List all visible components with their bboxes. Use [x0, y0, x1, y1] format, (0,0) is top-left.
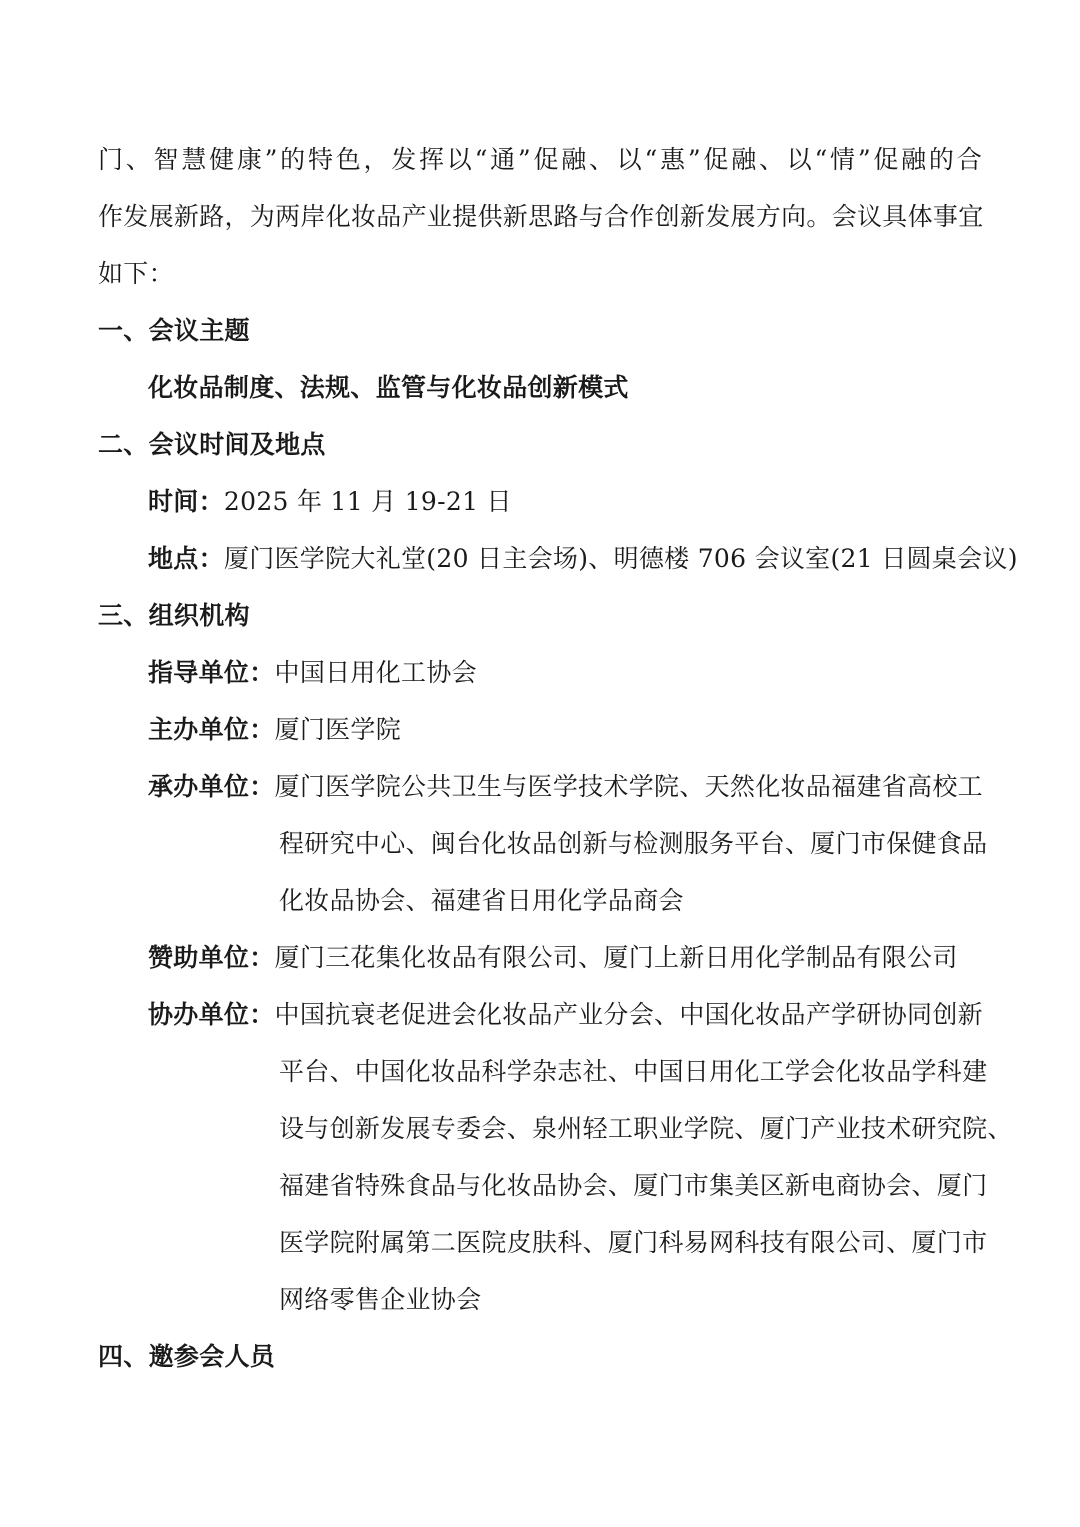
- place-value: 厦门医学院大礼堂(20 日主会场)、明德楼 706 会议室(21 日圆桌会议): [223, 544, 1018, 573]
- assist-line: 设与创新发展专委会、泉州轻工职业学院、厦门产业技术研究院、: [279, 1114, 1013, 1143]
- section-heading-theme: 一、会议主题: [98, 316, 250, 345]
- intro-line: 作发展新路，为两岸化妆品产业提供新思路与合作创新发展方向。会议具体事宜: [98, 202, 984, 231]
- intro-paragraph: [98, 131, 982, 302]
- guide-value: 中国日用化工协会: [274, 658, 477, 687]
- undertake-row: [98, 758, 982, 815]
- guide-row: [98, 644, 982, 701]
- section-heading-time-place: 二、会议时间及地点: [98, 430, 326, 459]
- assist-line: 平台、中国化妆品科学杂志社、中国日用化工学会化妆品学科建: [279, 1057, 988, 1086]
- section-heading-organization: 三、组织机构: [98, 601, 250, 630]
- undertake-line: 化妆品协会、福建省日用化学品商会: [279, 886, 684, 915]
- undertake-block: [98, 758, 988, 929]
- place-label: 地点：: [148, 544, 224, 573]
- host-value: 厦门医学院: [274, 715, 402, 744]
- undertake-line: 程研究中心、闽台化妆品创新与检测服务平台、厦门市保健食品: [279, 829, 988, 858]
- sponsor-label: 赞助单位：: [148, 943, 275, 972]
- sponsor-value: 厦门三花集化妆品有限公司、厦门上新日用化学制品有限公司: [274, 943, 958, 972]
- assist-line: 医学院附属第二医院皮肤科、厦门科易网科技有限公司、厦门市: [279, 1228, 988, 1257]
- undertake-line: 厦门医学院公共卫生与医学技术学院、天然化妆品福建省高校工: [274, 772, 983, 801]
- host-row: [98, 701, 982, 758]
- time-label: 时间：: [148, 487, 224, 516]
- sponsor-row: [98, 929, 982, 986]
- assist-block: [98, 986, 1013, 1328]
- guide-label: 指导单位：: [148, 658, 275, 687]
- assist-line: 福建省特殊食品与化妆品协会、厦门市集美区新电商协会、厦门: [279, 1171, 988, 1200]
- assist-label: 协办单位：: [148, 1000, 275, 1029]
- section-heading-attendees: 四、邀参会人员: [98, 1342, 276, 1371]
- assist-row: [98, 986, 982, 1043]
- time-value: 2025 年 11 月 19-21 日: [223, 487, 512, 516]
- intro-line: 如下：: [98, 259, 174, 288]
- time-row: [98, 473, 982, 530]
- intro-line: 门、智慧健康”的特色，发挥以“通”促融、以“惠”促融、以“情”促融的合: [98, 145, 982, 174]
- theme-content: 化妆品制度、法规、监管与化妆品创新模式: [148, 373, 629, 402]
- assist-line: 中国抗衰老促进会化妆品产业分会、中国化妆品产学研协同创新: [274, 1000, 983, 1029]
- undertake-label: 承办单位：: [148, 772, 275, 801]
- host-label: 主办单位：: [148, 715, 275, 744]
- place-row: [98, 530, 1018, 587]
- assist-line: 网络零售企业协会: [279, 1285, 482, 1314]
- document-page: [98, 131, 1018, 1385]
